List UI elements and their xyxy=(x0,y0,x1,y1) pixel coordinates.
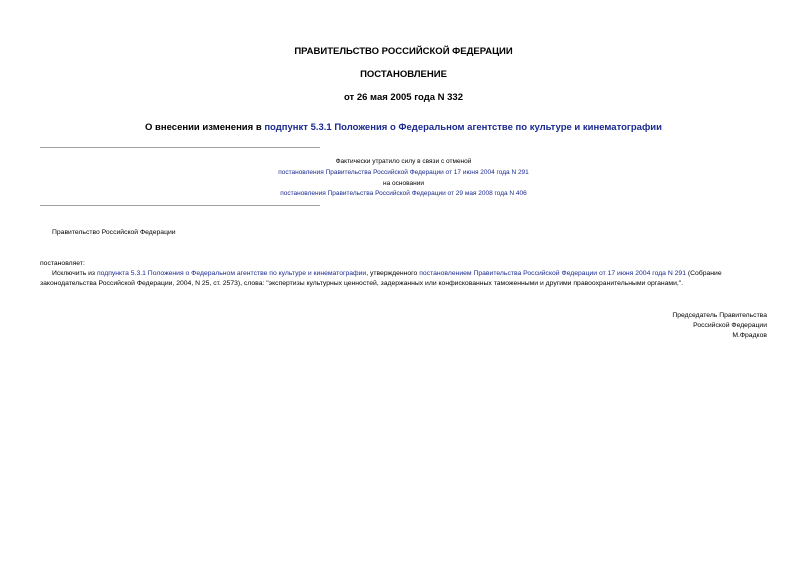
subparagraph-link[interactable]: подпункта 5.3.1 Положения о Федеральном агентстве по культуре и кинематографии xyxy=(96,270,367,277)
document-title xyxy=(0,122,807,133)
paragraph-text-a: Исключить из xyxy=(52,270,97,277)
title-prefix: О внесении изменения в xyxy=(145,122,265,133)
status-note-link1[interactable]: постановления Правительства Российской Федерации от 17 июня 2004 года N 291 xyxy=(278,169,529,176)
doc-type-heading: ПОСТАНОВЛЕНИЕ xyxy=(360,69,447,80)
bottom-divider xyxy=(40,205,320,206)
signature-position: Председатель Правительства xyxy=(672,312,767,319)
decree-link[interactable]: постановлением Правительства Российской Федерации от 17 июня 2004 года N 291 xyxy=(419,270,686,277)
top-divider xyxy=(40,147,320,148)
paragraph-text-c: (Собрание xyxy=(686,270,722,277)
signature-org: Российской Федерации xyxy=(693,322,767,329)
title-link[interactable]: подпункт 5.3.1 Положения о Федеральном агентстве по культуре и кинематографии xyxy=(264,122,662,133)
org-heading: ПРАВИТЕЛЬСТВО РОССИЙСКОЙ ФЕДЕРАЦИИ xyxy=(294,46,513,57)
status-note-line1: Фактически утратило силу в связи с отменой xyxy=(335,158,472,165)
date-number-heading: от 26 мая 2005 года N 332 xyxy=(343,92,464,103)
paragraph-line2: законодательства Российской Федерации, 2004, N 25, ст. 2573), слова: "экспертизы культурных ценностей, задержанных или конфискованных таможенными и другими правоохранительными органами,". xyxy=(40,280,684,287)
issuer-text: Правительство Российской Федерации xyxy=(52,229,176,236)
status-note-link2[interactable]: постановления Правительства Российской Федерации от 29 мая 2008 года N 406 xyxy=(280,190,527,197)
paragraph-text-b: , утвержденного xyxy=(366,270,420,277)
decrees-text: постановляет: xyxy=(40,260,85,267)
paragraph-line1 xyxy=(52,270,722,277)
signature-name: М.Фрадков xyxy=(732,332,767,339)
status-note-line3: на основании xyxy=(383,180,424,187)
